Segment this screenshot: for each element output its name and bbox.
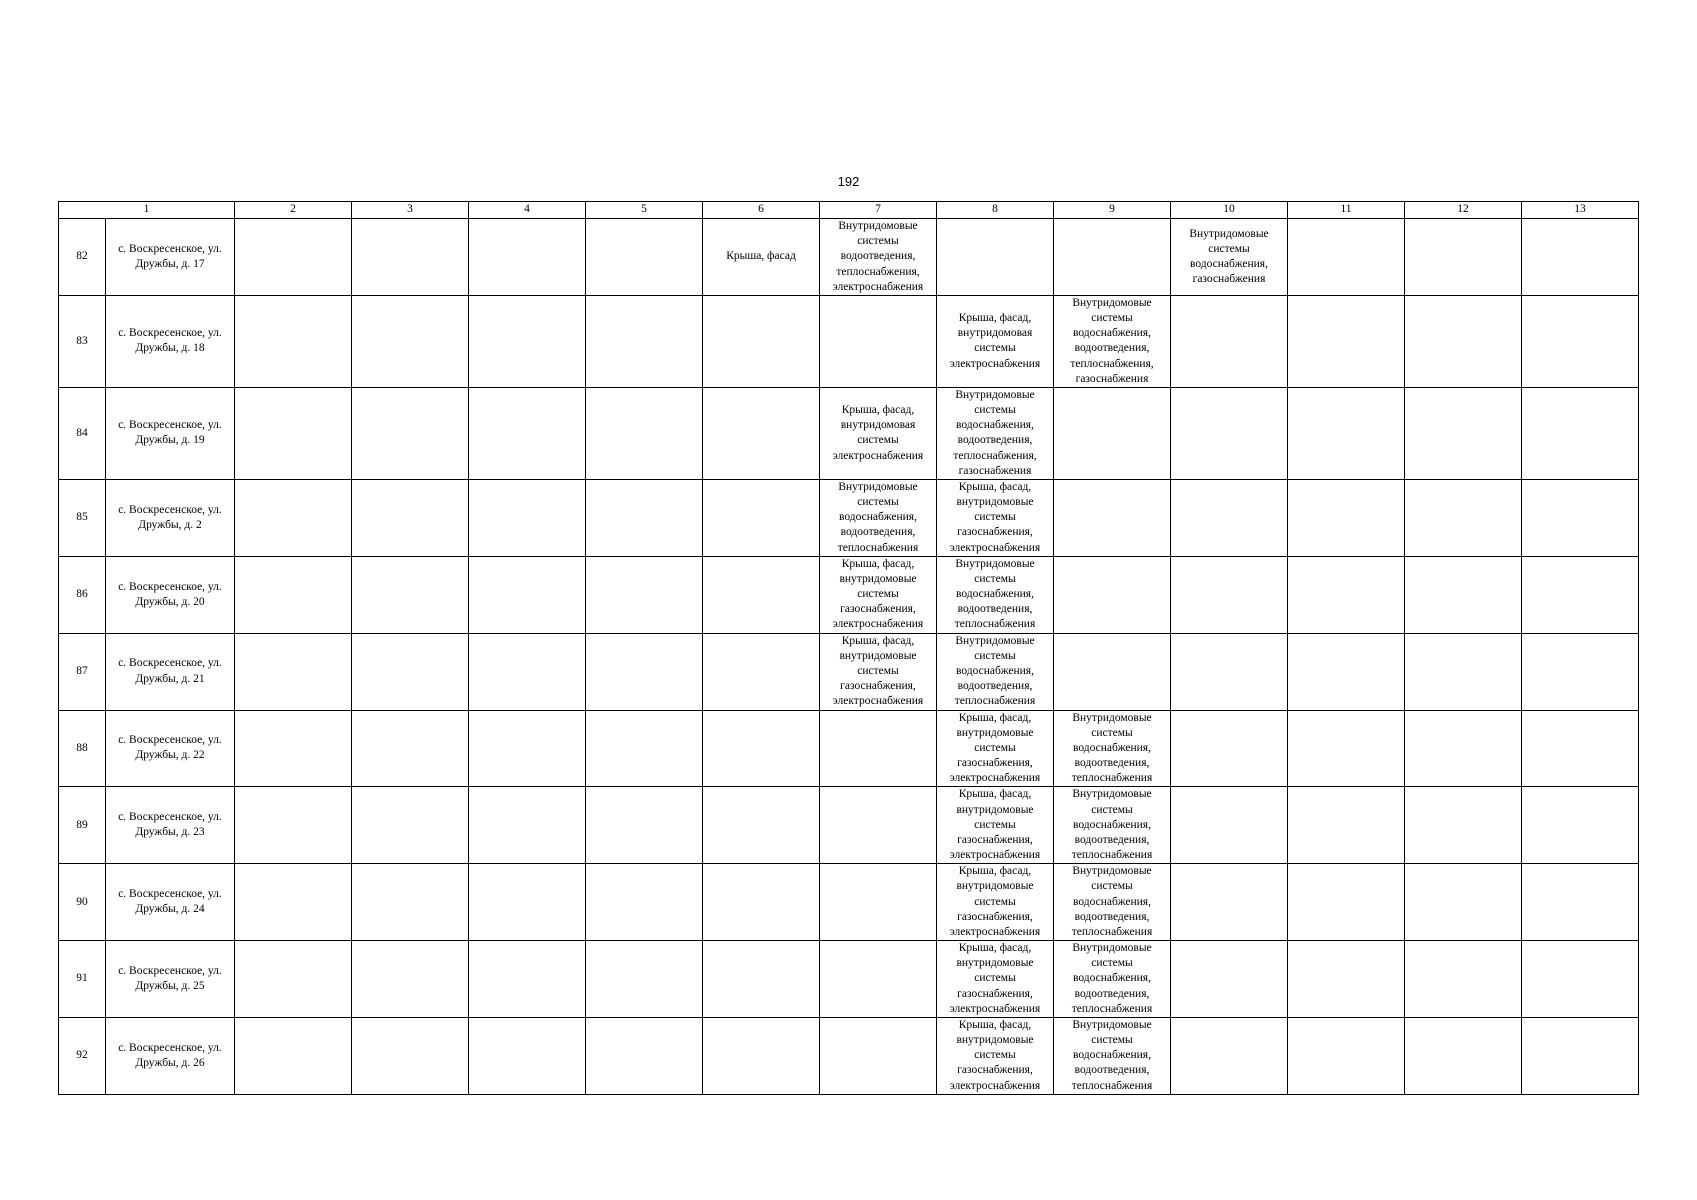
cell-col-3: [352, 219, 469, 296]
column-header: 7: [820, 202, 937, 219]
cell-col-12: [1405, 787, 1522, 864]
cell-col-10: [1171, 479, 1288, 556]
cell-col-3: [352, 295, 469, 387]
column-header: 8: [937, 202, 1054, 219]
cell-col-4: [469, 710, 586, 787]
cell-col-9: Внутридомовые системы водоснабжения, водоотведения, теплоснабжения: [1054, 941, 1171, 1018]
cell-col-10: [1171, 941, 1288, 1018]
address-cell: с. Воскресенское, ул. Дружбы, д. 19: [106, 387, 235, 479]
cell-col-7: [820, 864, 937, 941]
cell-col-13: [1522, 864, 1639, 941]
column-header: 10: [1171, 202, 1288, 219]
address-cell: с. Воскресенское, ул. Дружбы, д. 26: [106, 1017, 235, 1094]
cell-col-5: [586, 387, 703, 479]
cell-col-2: [235, 556, 352, 633]
cell-col-11: [1288, 387, 1405, 479]
cell-col-11: [1288, 710, 1405, 787]
cell-col-7: [820, 710, 937, 787]
cell-col-7: Крыша, фасад, внутридомовые системы газоснабжения, электроснабжения: [820, 556, 937, 633]
row-number-cell: 91: [59, 941, 106, 1018]
row-number-cell: 85: [59, 479, 106, 556]
cell-col-9: Внутридомовые системы водоснабжения, водоотведения, теплоснабжения, газоснабжения: [1054, 295, 1171, 387]
cell-col-8: Внутридомовые системы водоснабжения, водоотведения, теплоснабжения, газоснабжения: [937, 387, 1054, 479]
cell-col-13: [1522, 710, 1639, 787]
address-cell: с. Воскресенское, ул. Дружбы, д. 20: [106, 556, 235, 633]
column-header: 2: [235, 202, 352, 219]
cell-col-9: [1054, 479, 1171, 556]
cell-col-5: [586, 633, 703, 710]
cell-col-13: [1522, 556, 1639, 633]
cell-col-11: [1288, 864, 1405, 941]
cell-col-2: [235, 295, 352, 387]
table-row: [59, 864, 1639, 941]
address-cell: с. Воскресенское, ул. Дружбы, д. 18: [106, 295, 235, 387]
cell-col-12: [1405, 864, 1522, 941]
table-row: [59, 219, 1639, 296]
row-number-cell: 92: [59, 1017, 106, 1094]
cell-col-9: Внутридомовые системы водоснабжения, водоотведения, теплоснабжения: [1054, 710, 1171, 787]
cell-col-12: [1405, 710, 1522, 787]
header-row: [59, 202, 1639, 219]
cell-col-12: [1405, 556, 1522, 633]
cell-col-13: [1522, 941, 1639, 1018]
cell-col-10: Внутридомовые системы водоснабжения, газоснабжения: [1171, 219, 1288, 296]
cell-col-4: [469, 941, 586, 1018]
row-number-cell: 89: [59, 787, 106, 864]
row-number-cell: 84: [59, 387, 106, 479]
table-row: [59, 295, 1639, 387]
cell-col-5: [586, 556, 703, 633]
cell-col-11: [1288, 479, 1405, 556]
cell-col-4: [469, 633, 586, 710]
cell-col-6: [703, 864, 820, 941]
cell-col-5: [586, 295, 703, 387]
cell-col-6: [703, 710, 820, 787]
cell-col-5: [586, 219, 703, 296]
cell-col-5: [586, 1017, 703, 1094]
cell-col-12: [1405, 295, 1522, 387]
cell-col-8: Крыша, фасад, внутридомовые системы газоснабжения, электроснабжения: [937, 710, 1054, 787]
cell-col-11: [1288, 219, 1405, 296]
cell-col-7: [820, 1017, 937, 1094]
address-cell: с. Воскресенское, ул. Дружбы, д. 17: [106, 219, 235, 296]
cell-col-13: [1522, 479, 1639, 556]
cell-col-5: [586, 479, 703, 556]
cell-col-3: [352, 387, 469, 479]
cell-col-8: Внутридомовые системы водоснабжения, водоотведения, теплоснабжения: [937, 556, 1054, 633]
cell-col-4: [469, 387, 586, 479]
cell-col-9: [1054, 387, 1171, 479]
cell-col-4: [469, 1017, 586, 1094]
cell-col-2: [235, 787, 352, 864]
cell-col-10: [1171, 556, 1288, 633]
cell-col-6: [703, 633, 820, 710]
table-body: [59, 202, 1639, 1095]
cell-col-6: [703, 1017, 820, 1094]
table-row: [59, 710, 1639, 787]
column-header: 13: [1522, 202, 1639, 219]
table-row: [59, 787, 1639, 864]
cell-col-13: [1522, 295, 1639, 387]
page-number: 192: [837, 174, 860, 189]
table-row: [59, 387, 1639, 479]
cell-col-2: [235, 941, 352, 1018]
cell-col-13: [1522, 219, 1639, 296]
row-number-cell: 86: [59, 556, 106, 633]
cell-col-2: [235, 633, 352, 710]
cell-col-9: Внутридомовые системы водоснабжения, водоотведения, теплоснабжения: [1054, 787, 1171, 864]
cell-col-3: [352, 479, 469, 556]
cell-col-7: Крыша, фасад, внутридомовая системы электроснабжения: [820, 387, 937, 479]
cell-col-2: [235, 219, 352, 296]
table-row: [59, 556, 1639, 633]
cell-col-13: [1522, 633, 1639, 710]
cell-col-7: [820, 787, 937, 864]
cell-col-5: [586, 941, 703, 1018]
column-header: 11: [1288, 202, 1405, 219]
column-header: 6: [703, 202, 820, 219]
cell-col-10: [1171, 710, 1288, 787]
cell-col-9: Внутридомовые системы водоснабжения, водоотведения, теплоснабжения: [1054, 864, 1171, 941]
cell-col-10: [1171, 295, 1288, 387]
cell-col-12: [1405, 387, 1522, 479]
cell-col-12: [1405, 219, 1522, 296]
cell-col-12: [1405, 479, 1522, 556]
cell-col-9: Внутридомовые системы водоснабжения, водоотведения, теплоснабжения: [1054, 1017, 1171, 1094]
cell-col-11: [1288, 1017, 1405, 1094]
cell-col-5: [586, 710, 703, 787]
cell-col-6: [703, 479, 820, 556]
cell-col-13: [1522, 387, 1639, 479]
column-header: 9: [1054, 202, 1171, 219]
cell-col-8: Крыша, фасад, внутридомовые системы газоснабжения, электроснабжения: [937, 864, 1054, 941]
cell-col-12: [1405, 1017, 1522, 1094]
row-number-cell: 90: [59, 864, 106, 941]
cell-col-4: [469, 295, 586, 387]
cell-col-7: Крыша, фасад, внутридомовые системы газоснабжения, электроснабжения: [820, 633, 937, 710]
cell-col-8: Крыша, фасад, внутридомовые системы газоснабжения, электроснабжения: [937, 941, 1054, 1018]
cell-col-7: [820, 295, 937, 387]
cell-col-9: [1054, 556, 1171, 633]
cell-col-6: [703, 556, 820, 633]
address-cell: с. Воскресенское, ул. Дружбы, д. 23: [106, 787, 235, 864]
cell-col-3: [352, 633, 469, 710]
row-number-cell: 88: [59, 710, 106, 787]
cell-col-11: [1288, 556, 1405, 633]
cell-col-8: Крыша, фасад, внутридомовые системы газоснабжения, электроснабжения: [937, 479, 1054, 556]
cell-col-10: [1171, 633, 1288, 710]
column-header: 4: [469, 202, 586, 219]
column-header: 1: [59, 202, 235, 219]
cell-col-2: [235, 710, 352, 787]
address-cell: с. Воскресенское, ул. Дружбы, д. 24: [106, 864, 235, 941]
cell-col-3: [352, 864, 469, 941]
row-number-cell: 83: [59, 295, 106, 387]
cell-col-3: [352, 1017, 469, 1094]
cell-col-6: [703, 387, 820, 479]
cell-col-7: [820, 941, 937, 1018]
cell-col-11: [1288, 633, 1405, 710]
column-header: 3: [352, 202, 469, 219]
table-row: [59, 479, 1639, 556]
cell-col-8: [937, 219, 1054, 296]
cell-col-6: Крыша, фасад: [703, 219, 820, 296]
table-row: [59, 941, 1639, 1018]
cell-col-7: Внутридомовые системы водоотведения, теплоснабжения, электроснабжения: [820, 219, 937, 296]
address-cell: с. Воскресенское, ул. Дружбы, д. 21: [106, 633, 235, 710]
cell-col-4: [469, 787, 586, 864]
row-number-cell: 82: [59, 219, 106, 296]
cell-col-4: [469, 479, 586, 556]
cell-col-2: [235, 479, 352, 556]
cell-col-8: Крыша, фасад, внутридомовые системы газоснабжения, электроснабжения: [937, 787, 1054, 864]
cell-col-11: [1288, 295, 1405, 387]
cell-col-12: [1405, 633, 1522, 710]
cell-col-5: [586, 787, 703, 864]
cell-col-3: [352, 556, 469, 633]
cell-col-11: [1288, 787, 1405, 864]
column-header: 5: [586, 202, 703, 219]
cell-col-10: [1171, 787, 1288, 864]
cell-col-2: [235, 1017, 352, 1094]
cell-col-2: [235, 864, 352, 941]
address-cell: с. Воскресенское, ул. Дружбы, д. 2: [106, 479, 235, 556]
cell-col-7: Внутридомовые системы водоснабжения, водоотведения, теплоснабжения: [820, 479, 937, 556]
cell-col-4: [469, 556, 586, 633]
cell-col-8: Внутридомовые системы водоснабжения, водоотведения, теплоснабжения: [937, 633, 1054, 710]
repair-schedule-table: [58, 201, 1639, 1095]
cell-col-6: [703, 787, 820, 864]
cell-col-10: [1171, 1017, 1288, 1094]
cell-col-3: [352, 710, 469, 787]
cell-col-6: [703, 941, 820, 1018]
cell-col-10: [1171, 387, 1288, 479]
cell-col-13: [1522, 787, 1639, 864]
cell-col-12: [1405, 941, 1522, 1018]
cell-col-8: Крыша, фасад, внутридомовая системы электроснабжения: [937, 295, 1054, 387]
address-cell: с. Воскресенское, ул. Дружбы, д. 25: [106, 941, 235, 1018]
cell-col-2: [235, 387, 352, 479]
cell-col-13: [1522, 1017, 1639, 1094]
cell-col-4: [469, 864, 586, 941]
cell-col-10: [1171, 864, 1288, 941]
cell-col-3: [352, 787, 469, 864]
cell-col-11: [1288, 941, 1405, 1018]
cell-col-9: [1054, 633, 1171, 710]
cell-col-4: [469, 219, 586, 296]
row-number-cell: 87: [59, 633, 106, 710]
cell-col-8: Крыша, фасад, внутридомовые системы газоснабжения, электроснабжения: [937, 1017, 1054, 1094]
address-cell: с. Воскресенское, ул. Дружбы, д. 22: [106, 710, 235, 787]
cell-col-3: [352, 941, 469, 1018]
cell-col-5: [586, 864, 703, 941]
column-header: 12: [1405, 202, 1522, 219]
table-row: [59, 1017, 1639, 1094]
cell-col-9: [1054, 219, 1171, 296]
cell-col-6: [703, 295, 820, 387]
table-row: [59, 633, 1639, 710]
